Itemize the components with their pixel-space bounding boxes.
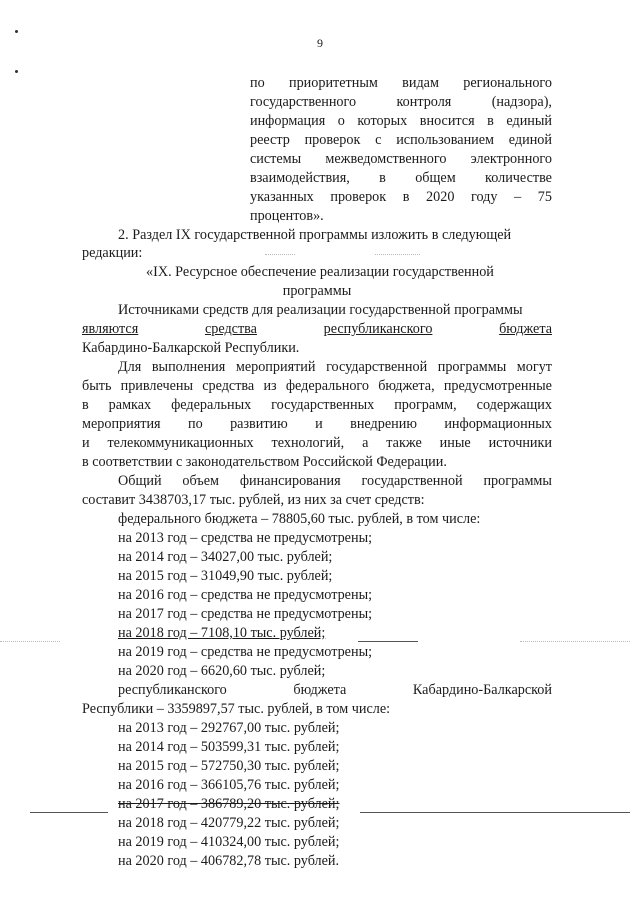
sources-line-1: Источниками средств для реализации государственной программы (118, 302, 523, 318)
scan-line-artifact (30, 812, 108, 813)
regional-year-2019: на 2019 год – 410324,00 тыс. рублей; (118, 834, 340, 850)
federal-year-2016: на 2016 год – средства не предусмотрены; (118, 587, 373, 603)
sources-line-3: Кабардино-Балкарской Республики. (82, 340, 300, 356)
text-line: процентов». (250, 208, 324, 224)
text-line: взаимодействия, в общем количестве (250, 170, 552, 186)
scan-smudge (375, 254, 420, 255)
federal-year-2018: на 2018 год – 7108,10 тыс. рублей; (118, 625, 326, 641)
text-line: системы межведомственного электронного (250, 151, 552, 167)
federal-year-2017: на 2017 год – средства не предусмотрены; (118, 606, 373, 622)
text-line: мероприятия по развитию и внедрению информационных (82, 416, 552, 432)
text-line: реестр проверок с использованием единой (250, 132, 552, 148)
sources-line-2: являются средства республиканского бюджета (82, 321, 552, 337)
regional-year-2015: на 2015 год – 572750,30 тыс. рублей; (118, 758, 340, 774)
regional-year-2013: на 2013 год – 292767,00 тыс. рублей; (118, 720, 340, 736)
federal-year-2020: на 2020 год – 6620,60 тыс. рублей; (118, 663, 326, 679)
text-line: государственного контроля (надзора), (250, 94, 552, 110)
scan-line-artifact (358, 641, 418, 642)
regional-year-2014: на 2014 год – 503599,31 тыс. рублей; (118, 739, 340, 755)
text-line: указанных проверок в 2020 году – 75 (250, 189, 552, 205)
regional-year-2016: на 2016 год – 366105,76 тыс. рублей; (118, 777, 340, 793)
item-2-line-1: 2. Раздел IX государственной программы изложить в следующей (118, 227, 512, 243)
federal-year-2015: на 2015 год – 31049,90 тыс. рублей; (118, 568, 333, 584)
regional-year-2020: на 2020 год – 406782,78 тыс. рублей. (118, 853, 340, 869)
section-heading-line-1: «IX. Ресурсное обеспечение реализации государственной (146, 264, 494, 280)
text-line: в соответствии с законодательством Российской Федерации. (82, 454, 447, 470)
text-line: Для выполнения мероприятий государственной программы могут (118, 359, 552, 375)
text-line: по приоритетным видам регионального (250, 75, 552, 91)
total-line-2: составит 3438703,17 тыс. рублей, из них за счет средств: (82, 492, 425, 508)
text-line: и телекоммуникационных технологий, а также иные источники (82, 435, 552, 451)
regional-year-2018: на 2018 год – 420779,22 тыс. рублей; (118, 815, 340, 831)
federal-budget-head: федерального бюджета – 78805,60 тыс. рублей, в том числе: (118, 511, 481, 527)
page-number: 9 (317, 36, 323, 50)
scan-speck (15, 70, 18, 73)
scan-line-artifact (360, 812, 630, 813)
regional-year-2017: на 2017 год – 386789,20 тыс. рублей; (118, 796, 340, 812)
section-heading-line-2: программы (282, 283, 352, 299)
federal-year-2019: на 2019 год – средства не предусмотрены; (118, 644, 373, 660)
scan-smudge (265, 254, 295, 255)
text-line: быть привлечены средства из федерального бюджета, предусмотренные (82, 378, 552, 394)
text-line: информация о которых вносится в единый (250, 113, 552, 129)
federal-year-2013: на 2013 год – средства не предусмотрены; (118, 530, 373, 546)
scan-speck (15, 30, 18, 33)
item-2-line-2: редакции: (82, 245, 143, 261)
federal-year-2014: на 2014 год – 34027,00 тыс. рублей; (118, 549, 333, 565)
scan-line-artifact (520, 641, 630, 642)
regional-budget-head: республиканского бюджета Кабардино-Балкарской (118, 682, 552, 698)
scan-line-artifact (0, 641, 60, 642)
text-line: в рамках федеральных государственных программ, содержащих (82, 397, 552, 413)
total-line-1: Общий объем финансирования государственной программы (118, 473, 552, 489)
regional-budget-head-2: Республики – 3359897,57 тыс. рублей, в том числе: (82, 701, 391, 717)
